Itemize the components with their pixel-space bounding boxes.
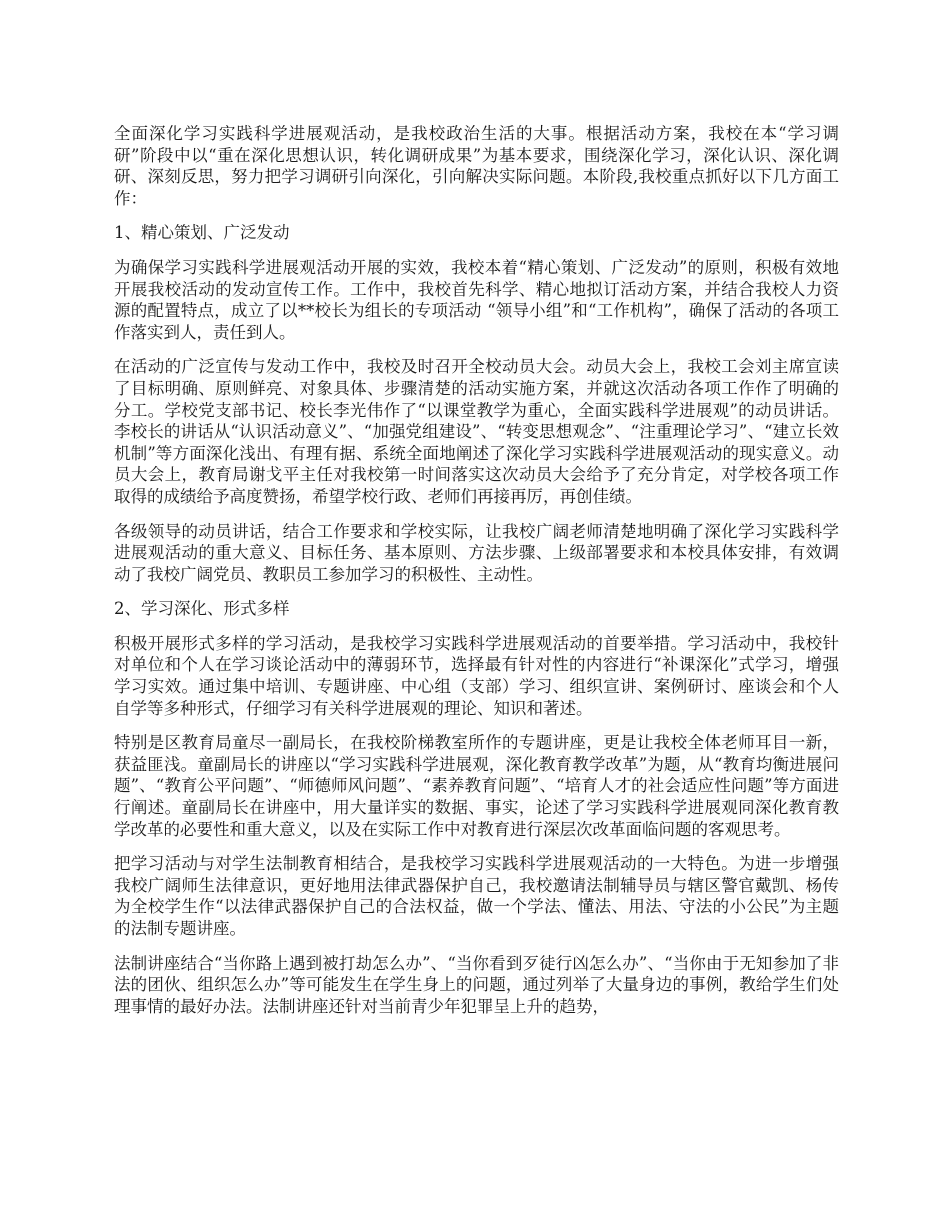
paragraph: 法制讲座结合“当你路上遇到被打劫怎么办”、“当你看到歹徒行凶怎么办”、“当你由于无知参加了非法的团伙、组织怎么办”等可能发生在学生身上的问题，通过列举了大量身边的事例，教给学生们处理事情的最好办法。法制讲座还针对当前青少年犯罪呈上升的趋势， xyxy=(114,953,839,1016)
paragraph: 在活动的广泛宣传与发动工作中，我校及时召开全校动员大会。动员大会上，我校工会刘主席宣读了目标明确、原则鲜亮、对象具体、步骤清楚的活动实施方案，并就这次活动各项工作作了明确的分工。学校党支部书记、校长李光伟作了“以课堂教学为重心，全面实践科学进展观”的动员讲话。李校长的讲话从“认识活动意义”、“加强党组建设”、“转变思想观念”、“注重理论学习”、“建立长效机制”等方面深化浅出、有理有据、系统全面地阐述了深化学习实践科学进展观活动的现实意义。动员大会上，教育局谢戈平主任对我校第一时间落实这次动员大会给予了充分肯定，对学校各项工作取得的成绩给予高度赞扬，希望学校行政、老师们再接再厉，再创佳绩。 xyxy=(114,357,839,506)
paragraph: 把学习活动与对学生法制教育相结合，是我校学习实践科学进展观活动的一大特色。为进一步增强我校广阔师生法律意识，更好地用法律武器保护自己，我校邀请法制辅导员与辖区警官戴凯、杨传为全校学生作“以法律武器保护自己的合法权益，做一个学法、懂法、用法、守法的小公民”为主题的法制专题讲座。 xyxy=(114,854,839,938)
paragraph: 特别是区教育局童尽一副局长，在我校阶梯教室所作的专题讲座，更是让我校全体老师耳目一新，获益匪浅。童副局长的讲座以“学习实践科学进展观，深化教育教学改革”为题，从“教育均衡进展问题”、“教育公平问题”、“师德师风问题”、“素养教育问题”、“培育人才的社会适应性问题”等方面进行阐述。童副局长在讲座中，用大量详实的数据、事实，论述了学习实践科学进展观同深化教育教学改革的必要性和重大意义，以及在实际工作中对教育进行深层次改革面临问题的客观思考。 xyxy=(114,733,839,839)
section-heading-1: 1、精心策划、广泛发动 xyxy=(114,223,290,243)
section-heading-2: 2、学习深化、形式多样 xyxy=(114,599,290,619)
paragraph: 积极开展形式多样的学习活动，是我校学习实践科学进展观活动的首要举措。学习活动中，我校针对单位和个人在学习谈论活动中的薄弱环节，选择最有针对性的内容进行“补课深化”式学习，增强学习实效。通过集中培训、专题讲座、中心组（支部）学习、组织宣讲、案例研讨、座谈会和个人自学等多种形式，仔细学习有关科学进展观的理论、知识和著述。 xyxy=(114,633,839,718)
document-body xyxy=(114,123,839,1030)
paragraph: 为确保学习实践科学进展观活动开展的实效，我校本着“精心策划、广泛发动”的原则，积极有效地开展我校活动的发动宣传工作。工作中，我校首先科学、精心地拟订活动方案，并结合我校人力资源的配置特点，成立了以**校长为组长的专项活动 “领导小组”和“工作机构”，确保了活动的各项工作落实到人，责任到人。 xyxy=(114,257,839,342)
paragraph: 各级领导的动员讲话，结合工作要求和学校实际，让我校广阔老师清楚地明确了深化学习实践科学进展观活动的重大意义、目标任务、基本原则、方法步骤、上级部署要求和本校具体安排，有效调动了我校广阔党员、教职员工参加学习的积极性、主动性。 xyxy=(114,521,839,584)
intro-paragraph: 全面深化学习实践科学进展观活动，是我校政治生活的大事。根据活动方案，我校在本“学习调研”阶段中以“重在深化思想认识，转化调研成果”为基本要求，围绕深化学习，深化认识、深化调研、深刻反思，努力把学习调研引向深化，引向解决实际问题。本阶段,我校重点抓好以下几方面工作： xyxy=(114,124,839,208)
